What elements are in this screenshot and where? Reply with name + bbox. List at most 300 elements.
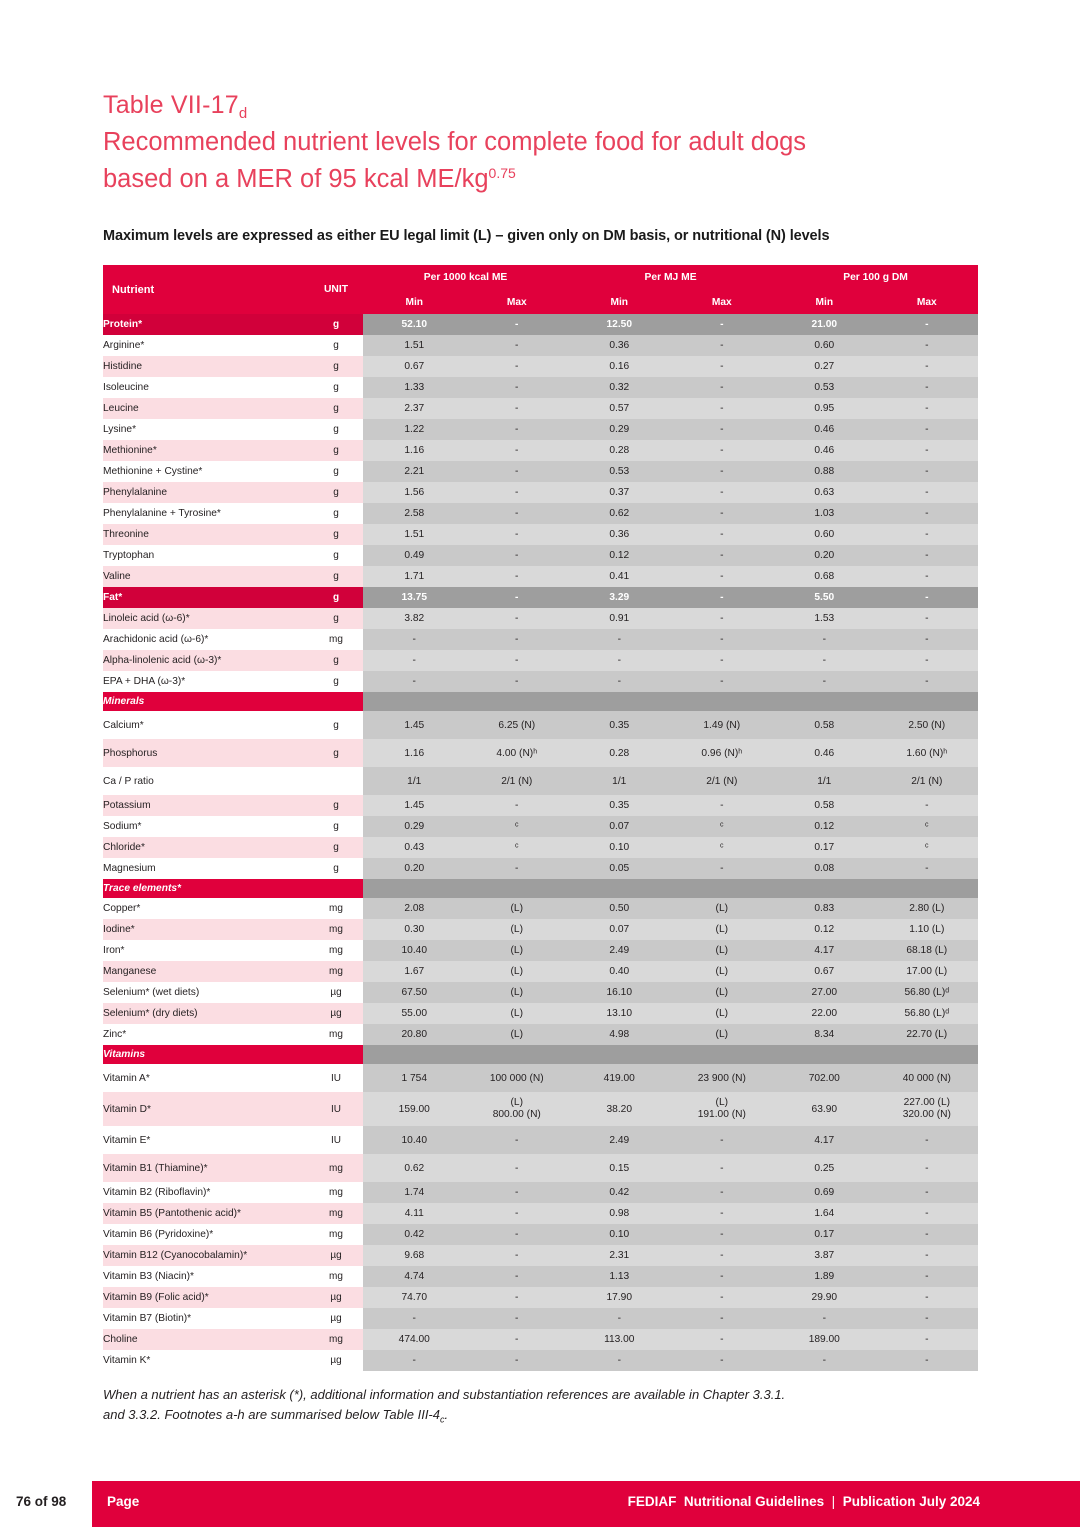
cell-value: 1.71	[363, 566, 466, 587]
cell-value: 1.64	[773, 1203, 876, 1224]
cell-value: 55.00	[363, 1003, 466, 1024]
cell-value: 74.70	[363, 1287, 466, 1308]
cell-value: -	[671, 440, 774, 461]
cell-value: -	[671, 545, 774, 566]
cell-value: -	[876, 629, 979, 650]
cell-value: (L)	[466, 1003, 569, 1024]
table-row	[103, 1266, 978, 1287]
cell-value: -	[671, 587, 774, 608]
cell-nutrient-name: Phosphorus	[103, 739, 309, 767]
cell-value: ᶜ	[466, 816, 569, 837]
cell-unit: µg	[309, 982, 363, 1003]
cell-value: 2.37	[363, 398, 466, 419]
cell-nutrient-name: Phenylalanine + Tyrosine*	[103, 503, 309, 524]
table-row	[103, 739, 978, 767]
cell-value: 23 900 (N)	[671, 1064, 774, 1092]
table-row	[103, 879, 978, 898]
cell-value: 13.10	[568, 1003, 671, 1024]
cell-value: 0.95	[773, 398, 876, 419]
cell-value	[773, 692, 876, 711]
footer-publication-date: Publication July 2024	[842, 1494, 980, 1509]
cell-unit: g	[309, 461, 363, 482]
cell-value: (L)	[466, 898, 569, 919]
table-number-text: Table VII-17	[103, 91, 239, 119]
table-header	[103, 265, 978, 314]
cell-value: 0.60	[773, 335, 876, 356]
cell-value	[568, 879, 671, 898]
cell-value: 0.83	[773, 898, 876, 919]
cell-nutrient-name: Manganese	[103, 961, 309, 982]
cell-value: -	[671, 671, 774, 692]
table-row	[103, 503, 978, 524]
cell-nutrient-name: Vitamin B6 (Pyridoxine)*	[103, 1224, 309, 1245]
cell-value: 67.50	[363, 982, 466, 1003]
cell-value: -	[773, 629, 876, 650]
cell-value: 0.15	[568, 1154, 671, 1182]
cell-value: 10.40	[363, 1126, 466, 1154]
cell-unit: µg	[309, 1350, 363, 1371]
cell-value	[363, 879, 466, 898]
cell-value: 0.08	[773, 858, 876, 879]
cell-value: -	[876, 1224, 979, 1245]
table-row	[103, 767, 978, 795]
cell-value: -	[466, 858, 569, 879]
cell-value	[363, 1045, 466, 1064]
cell-value: (L)	[466, 1024, 569, 1045]
cell-nutrient-name: Calcium*	[103, 711, 309, 739]
cell-value: -	[671, 1126, 774, 1154]
cell-value: 9.68	[363, 1245, 466, 1266]
cell-value: -	[671, 1329, 774, 1350]
table-footnote	[103, 1385, 983, 1428]
cell-value: -	[671, 398, 774, 419]
cell-value: -	[671, 335, 774, 356]
cell-unit: mg	[309, 1203, 363, 1224]
cell-nutrient-name: Chloride*	[103, 837, 309, 858]
cell-value: 4.98	[568, 1024, 671, 1045]
cell-value: 2.80 (L)	[876, 898, 979, 919]
cell-nutrient-name: Lysine*	[103, 419, 309, 440]
cell-value: -	[466, 1203, 569, 1224]
cell-value: 1.16	[363, 739, 466, 767]
cell-value: 56.80 (L)ᵈ	[876, 1003, 979, 1024]
cell-value: (L)	[466, 982, 569, 1003]
cell-value: -	[466, 1266, 569, 1287]
cell-value	[671, 692, 774, 711]
cell-value: 10.40	[363, 940, 466, 961]
cell-value: -	[876, 587, 979, 608]
page-content	[103, 90, 978, 1428]
cell-unit: g	[309, 837, 363, 858]
cell-value: 0.67	[363, 356, 466, 377]
cell-nutrient-name: Phenylalanine	[103, 482, 309, 503]
cell-unit: mg	[309, 629, 363, 650]
cell-value: 22.00	[773, 1003, 876, 1024]
column-header-min-3: Min	[773, 290, 876, 314]
cell-value: -	[671, 461, 774, 482]
cell-unit: mg	[309, 1154, 363, 1182]
footer-page-label: Page	[107, 1494, 140, 1509]
cell-value: 0.60	[773, 524, 876, 545]
cell-value: 1/1	[773, 767, 876, 795]
cell-value: 0.07	[568, 816, 671, 837]
table-row	[103, 1092, 978, 1126]
cell-value: -	[876, 650, 979, 671]
cell-nutrient-name: Sodium*	[103, 816, 309, 837]
footnote-subscript: c	[439, 1414, 445, 1425]
cell-unit: g	[309, 545, 363, 566]
table-header-row-groups	[103, 265, 978, 290]
cell-value: (L) 800.00 (N)	[466, 1092, 569, 1126]
column-group-per-1000-kcal: Per 1000 kcal ME	[363, 265, 568, 290]
cell-value: (L)	[671, 982, 774, 1003]
cell-value: 2.21	[363, 461, 466, 482]
cell-value: -	[466, 545, 569, 566]
cell-value: -	[671, 482, 774, 503]
cell-value: -	[568, 650, 671, 671]
cell-value: 8.34	[773, 1024, 876, 1045]
cell-unit: mg	[309, 961, 363, 982]
cell-value	[466, 1045, 569, 1064]
footer-publication-info	[628, 1494, 980, 1509]
cell-value: -	[466, 1154, 569, 1182]
cell-value: 0.68	[773, 566, 876, 587]
cell-value: -	[568, 1350, 671, 1371]
cell-unit: g	[309, 314, 363, 335]
table-row	[103, 566, 978, 587]
cell-value: 21.00	[773, 314, 876, 335]
cell-value: 17.90	[568, 1287, 671, 1308]
cell-value: -	[671, 1308, 774, 1329]
cell-value: 13.75	[363, 587, 466, 608]
cell-value: -	[773, 650, 876, 671]
cell-value	[876, 879, 979, 898]
cell-unit: IU	[309, 1092, 363, 1126]
cell-unit: g	[309, 858, 363, 879]
cell-value: 0.41	[568, 566, 671, 587]
cell-value: 0.35	[568, 795, 671, 816]
cell-value: -	[466, 419, 569, 440]
cell-value: 4.11	[363, 1203, 466, 1224]
cell-value: 1/1	[568, 767, 671, 795]
table-row	[103, 629, 978, 650]
cell-value	[568, 1045, 671, 1064]
cell-value: 2.08	[363, 898, 466, 919]
column-header-max-1: Max	[466, 290, 569, 314]
cell-value: -	[671, 524, 774, 545]
cell-value: -	[466, 1245, 569, 1266]
table-row	[103, 650, 978, 671]
cell-value: 0.62	[363, 1154, 466, 1182]
cell-value: 4.17	[773, 1126, 876, 1154]
cell-unit: g	[309, 419, 363, 440]
column-header-unit: UNIT	[309, 265, 363, 314]
cell-value: -	[466, 482, 569, 503]
cell-value: 702.00	[773, 1064, 876, 1092]
cell-unit: mg	[309, 919, 363, 940]
footer-org: FEDIAF	[627, 1494, 677, 1509]
table-row	[103, 482, 978, 503]
cell-value: 0.16	[568, 356, 671, 377]
cell-value: 0.10	[568, 837, 671, 858]
cell-value: -	[876, 461, 979, 482]
cell-nutrient-name: Vitamin B2 (Riboflavin)*	[103, 1182, 309, 1203]
column-group-per-mj: Per MJ ME	[568, 265, 773, 290]
column-header-min-1: Min	[363, 290, 466, 314]
cell-nutrient-name: Vitamin B9 (Folic acid)*	[103, 1287, 309, 1308]
cell-value: 20.80	[363, 1024, 466, 1045]
cell-nutrient-name: Isoleucine	[103, 377, 309, 398]
table-row	[103, 524, 978, 545]
cell-value: -	[773, 1350, 876, 1371]
cell-unit: µg	[309, 1245, 363, 1266]
cell-value: 4.74	[363, 1266, 466, 1287]
cell-value: 17.00 (L)	[876, 961, 979, 982]
cell-unit: g	[309, 482, 363, 503]
cell-unit: g	[309, 608, 363, 629]
table-row	[103, 398, 978, 419]
cell-value: -	[466, 461, 569, 482]
cell-unit: g	[309, 440, 363, 461]
cell-value: 1 754	[363, 1064, 466, 1092]
cell-value: 0.43	[363, 837, 466, 858]
cell-value: 2.31	[568, 1245, 671, 1266]
cell-value: 38.20	[568, 1092, 671, 1126]
table-row	[103, 419, 978, 440]
footer-doc-title: Nutritional Guidelines	[683, 1494, 825, 1509]
cell-value: -	[568, 629, 671, 650]
cell-value: 1.49 (N)	[671, 711, 774, 739]
cell-value: 0.46	[773, 419, 876, 440]
cell-unit: g	[309, 503, 363, 524]
cell-value: -	[876, 1203, 979, 1224]
table-row	[103, 1245, 978, 1266]
table-row	[103, 1287, 978, 1308]
cell-nutrient-name: Magnesium	[103, 858, 309, 879]
cell-value	[363, 692, 466, 711]
cell-value: 0.42	[363, 1224, 466, 1245]
cell-value: 27.00	[773, 982, 876, 1003]
cell-unit: IU	[309, 1126, 363, 1154]
cell-value: -	[568, 671, 671, 692]
cell-value: 0.42	[568, 1182, 671, 1203]
cell-value: 0.12	[773, 816, 876, 837]
cell-value: -	[671, 1154, 774, 1182]
cell-nutrient-name: Copper*	[103, 898, 309, 919]
cell-unit: g	[309, 739, 363, 767]
column-group-per-100g-dm: Per 100 g DM	[773, 265, 978, 290]
cell-unit: IU	[309, 1064, 363, 1092]
table-row	[103, 440, 978, 461]
nutrient-levels-table	[103, 265, 978, 1371]
table-row	[103, 314, 978, 335]
cell-unit: mg	[309, 1182, 363, 1203]
title-line-3-superscript: 0.75	[488, 165, 516, 182]
cell-value: 0.36	[568, 524, 671, 545]
cell-value: 0.58	[773, 711, 876, 739]
cell-value: 0.29	[363, 816, 466, 837]
cell-value: 1.53	[773, 608, 876, 629]
cell-value: 0.69	[773, 1182, 876, 1203]
cell-unit: g	[309, 587, 363, 608]
cell-value: 159.00	[363, 1092, 466, 1126]
cell-value: -	[671, 650, 774, 671]
table-row	[103, 1350, 978, 1371]
cell-value: 0.32	[568, 377, 671, 398]
cell-value: -	[466, 1126, 569, 1154]
footer-separator: |	[831, 1494, 836, 1509]
cell-value: -	[876, 566, 979, 587]
cell-nutrient-name: Selenium* (wet diets)	[103, 982, 309, 1003]
cell-unit: g	[309, 566, 363, 587]
cell-value: (L)	[671, 1003, 774, 1024]
cell-value: 4.17	[773, 940, 876, 961]
cell-nutrient-name: Vitamin B5 (Pantothenic acid)*	[103, 1203, 309, 1224]
cell-value: ᶜ	[671, 837, 774, 858]
cell-value: 0.67	[773, 961, 876, 982]
cell-unit: g	[309, 671, 363, 692]
cell-unit: g	[309, 711, 363, 739]
cell-value: 0.40	[568, 961, 671, 982]
cell-value: ᶜ	[671, 816, 774, 837]
cell-value: -	[876, 1350, 979, 1371]
table-body	[103, 314, 978, 1371]
table-row	[103, 1182, 978, 1203]
page-title	[103, 90, 978, 198]
cell-value: 1.51	[363, 335, 466, 356]
cell-unit: mg	[309, 1266, 363, 1287]
cell-nutrient-name: Histidine	[103, 356, 309, 377]
cell-value: -	[876, 314, 979, 335]
table-row	[103, 711, 978, 739]
cell-unit	[309, 1045, 363, 1064]
cell-value: -	[876, 1287, 979, 1308]
table-row	[103, 982, 978, 1003]
column-header-min-2: Min	[568, 290, 671, 314]
cell-unit: g	[309, 377, 363, 398]
cell-unit: g	[309, 356, 363, 377]
cell-nutrient-name: Iron*	[103, 940, 309, 961]
cell-value: -	[466, 650, 569, 671]
cell-value: -	[876, 1329, 979, 1350]
cell-value: 0.30	[363, 919, 466, 940]
cell-nutrient-name: Methionine*	[103, 440, 309, 461]
cell-value: -	[671, 419, 774, 440]
table-row	[103, 461, 978, 482]
cell-value: 0.37	[568, 482, 671, 503]
cell-value: -	[466, 356, 569, 377]
cell-value: 189.00	[773, 1329, 876, 1350]
table-row	[103, 816, 978, 837]
cell-value: -	[466, 335, 569, 356]
table-row	[103, 335, 978, 356]
cell-unit: mg	[309, 1329, 363, 1350]
cell-nutrient-name: Alpha-linolenic acid (ω-3)*	[103, 650, 309, 671]
cell-value	[466, 692, 569, 711]
cell-value: -	[876, 795, 979, 816]
footnote-line-1: When a nutrient has an asterisk (*), additional information and substantiation references are available in Chapter 3.3.1.	[103, 1387, 786, 1403]
cell-value: 2/1 (N)	[671, 767, 774, 795]
table-row	[103, 898, 978, 919]
table-row	[103, 1224, 978, 1245]
table-row	[103, 1308, 978, 1329]
cell-value: 0.46	[773, 739, 876, 767]
cell-value: 0.46	[773, 440, 876, 461]
cell-value: -	[876, 335, 979, 356]
cell-nutrient-name: Vitamin B12 (Cyanocobalamin)*	[103, 1245, 309, 1266]
cell-value: 1.74	[363, 1182, 466, 1203]
cell-value: 0.20	[773, 545, 876, 566]
cell-value: -	[363, 671, 466, 692]
cell-value: 0.28	[568, 739, 671, 767]
cell-value: -	[466, 377, 569, 398]
cell-value: -	[876, 1126, 979, 1154]
cell-value: 2/1 (N)	[876, 767, 979, 795]
cell-value: -	[671, 1245, 774, 1266]
cell-value: -	[671, 503, 774, 524]
cell-nutrient-name: Arachidonic acid (ω-6)*	[103, 629, 309, 650]
cell-value: 0.62	[568, 503, 671, 524]
cell-nutrient-name: Leucine	[103, 398, 309, 419]
cell-value: 1.45	[363, 795, 466, 816]
footer-page-number	[16, 1494, 66, 1509]
cell-value: -	[466, 1224, 569, 1245]
cell-value: 3.87	[773, 1245, 876, 1266]
cell-value: -	[773, 671, 876, 692]
cell-value: (L)	[671, 919, 774, 940]
table-row	[103, 1003, 978, 1024]
cell-value: (L)	[671, 898, 774, 919]
cell-value: -	[466, 587, 569, 608]
cell-value: 1.16	[363, 440, 466, 461]
cell-value: -	[671, 377, 774, 398]
cell-value: 6.25 (N)	[466, 711, 569, 739]
cell-nutrient-name: Potassium	[103, 795, 309, 816]
cell-nutrient-name: Threonine	[103, 524, 309, 545]
cell-value: 0.98	[568, 1203, 671, 1224]
cell-value	[466, 879, 569, 898]
cell-value: ᶜ	[876, 837, 979, 858]
table-row	[103, 545, 978, 566]
cell-value: -	[876, 671, 979, 692]
cell-unit: µg	[309, 1003, 363, 1024]
cell-value: 22.70 (L)	[876, 1024, 979, 1045]
cell-value	[773, 879, 876, 898]
cell-value: -	[671, 1266, 774, 1287]
cell-value: 419.00	[568, 1064, 671, 1092]
cell-value: (L) 191.00 (N)	[671, 1092, 774, 1126]
table-row	[103, 1064, 978, 1092]
cell-value: -	[773, 1308, 876, 1329]
cell-unit: g	[309, 335, 363, 356]
footnote-line-2a: and 3.3.2. Footnotes a-h are summarised below Table III-4	[103, 1407, 440, 1423]
cell-nutrient-name: Arginine*	[103, 335, 309, 356]
cell-unit: g	[309, 816, 363, 837]
cell-value: 0.29	[568, 419, 671, 440]
cell-value: -	[671, 608, 774, 629]
cell-value: ᶜ	[876, 816, 979, 837]
cell-nutrient-name: Vitamin E*	[103, 1126, 309, 1154]
cell-nutrient-name: Vitamin D*	[103, 1092, 309, 1126]
cell-nutrient-name: Vitamins	[103, 1045, 309, 1064]
cell-value: 2.49	[568, 940, 671, 961]
cell-value: 0.57	[568, 398, 671, 419]
cell-value: -	[466, 524, 569, 545]
cell-value: 1.67	[363, 961, 466, 982]
cell-nutrient-name: Vitamin K*	[103, 1350, 309, 1371]
cell-value: 40 000 (N)	[876, 1064, 979, 1092]
column-header-nutrient: Nutrient	[103, 265, 309, 314]
